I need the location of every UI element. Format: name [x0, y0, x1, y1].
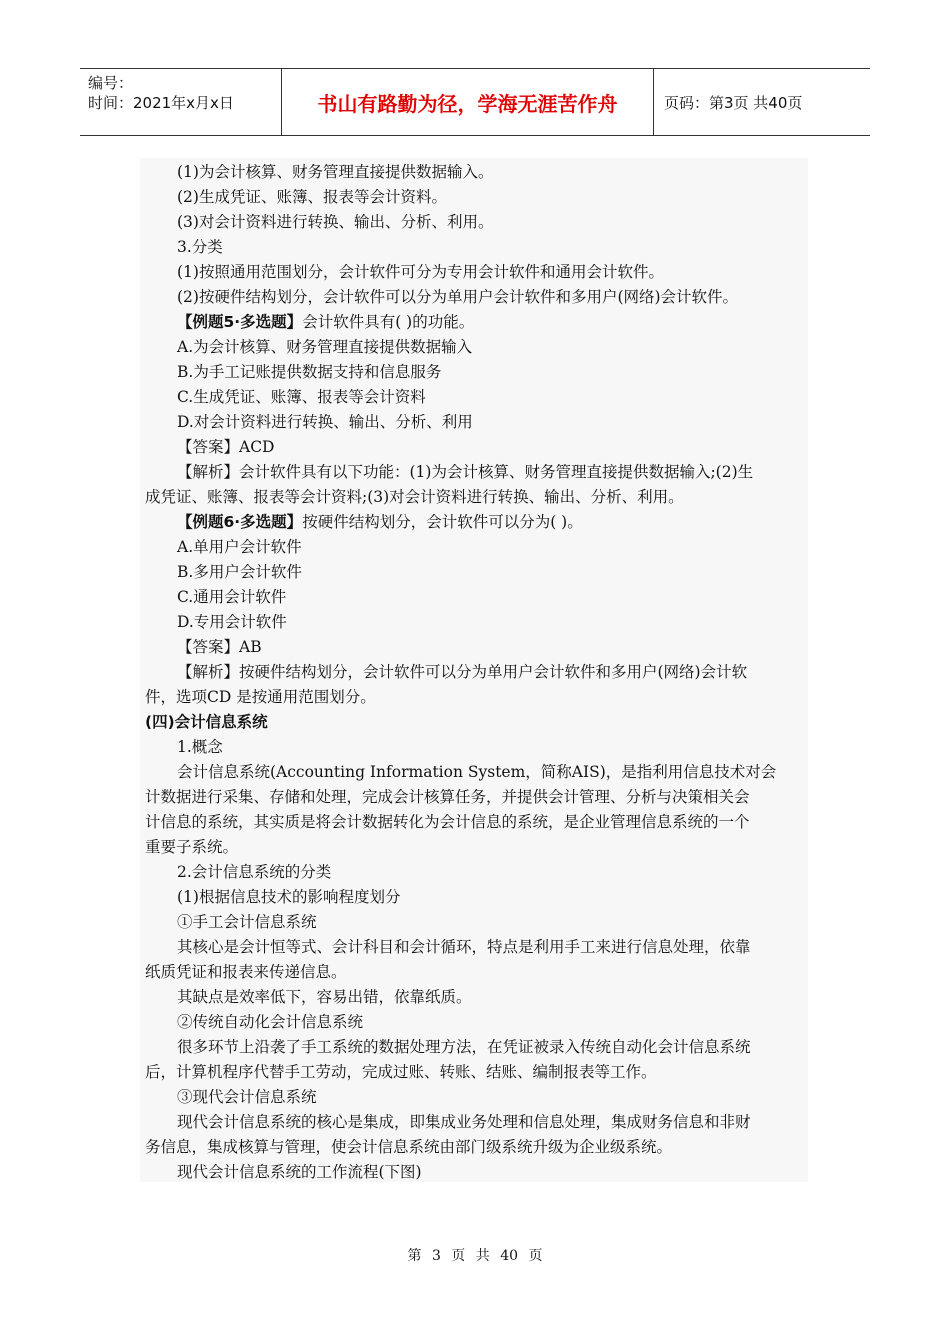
text-line: 件，选项CD 是按通用范围划分。: [145, 688, 376, 706]
text-line: B.多用户会计软件: [177, 563, 302, 581]
page-footer: 第 3 页 共 40 页: [407, 1248, 543, 1264]
text-line: (1)为会计核算、财务管理直接提供数据输入。: [177, 163, 494, 181]
text-line: C.通用会计软件: [177, 588, 287, 606]
text-line: 纸质凭证和报表来传递信息。: [145, 963, 347, 981]
example-6-question: [145, 510, 810, 534]
text-line: 【答案】AB: [177, 638, 262, 656]
text-line: A.单用户会计软件: [177, 538, 302, 556]
text-line: 2.会计信息系统的分类: [177, 863, 332, 881]
text-line: (2)生成凭证、账簿、报表等会计资料。: [177, 188, 447, 206]
text-line: 很多环节上沿袭了手工系统的数据处理方法，在凭证被录入传统自动化会计信息系统: [177, 1038, 751, 1056]
header-number-label: 编号：: [88, 74, 134, 92]
text-line: 后，计算机程序代替手工劳动，完成过账、转账、结账、编制报表等工作。: [145, 1063, 657, 1081]
text-line: A.为会计核算、财务管理直接提供数据输入: [177, 338, 473, 356]
text-line: D.专用会计软件: [177, 613, 287, 631]
text-line: B.为手工记账提供数据支持和信息服务: [177, 363, 442, 381]
text-line: 务信息，集成核算与管理，使会计信息系统由部门级系统升级为企业级系统。: [145, 1138, 673, 1156]
text-line: 计信息的系统，其实质是将会计数据转化为会计信息的系统，是企业管理信息系统的一个: [145, 813, 750, 831]
text-line: D.对会计资料进行转换、输出、分析、利用: [177, 413, 473, 431]
text-line: 其缺点是效率低下，容易出错，依靠纸质。: [177, 988, 472, 1006]
example-6-title: 【例题6·多选题】: [177, 513, 303, 531]
text-line: 现代会计信息系统的核心是集成，即集成业务处理和信息处理，集成财务信息和非财: [177, 1113, 751, 1131]
example-6-text: 按硬件结构划分，会计软件可以分为( )。: [302, 513, 583, 531]
text-line: ③现代会计信息系统: [177, 1088, 317, 1106]
header-date: 时间：2021年x月x日: [88, 94, 234, 112]
example-5-question: [145, 310, 810, 334]
text-line: ②传统自动化会计信息系统: [177, 1013, 364, 1031]
text-line: ①手工会计信息系统: [177, 913, 317, 931]
header-meta: [80, 69, 282, 135]
text-line: 会计信息系统(Accounting Information System，简称AIS)，是指利用信息技术对会: [177, 763, 777, 781]
header-page-info: 页码：第3页 共40页: [664, 93, 803, 112]
text-line: 【答案】ACD: [177, 438, 275, 456]
example-5-title: 【例题5·多选题】: [177, 313, 303, 331]
text-line: 成凭证、账簿、报表等会计资料;(3)对会计资料进行转换、输出、分析、利用。: [145, 488, 684, 506]
text-line: 3.分类: [177, 238, 223, 256]
text-line: 现代会计信息系统的工作流程(下图): [177, 1163, 422, 1181]
text-line: (1)根据信息技术的影响程度划分: [177, 888, 401, 906]
text-line: (2)按硬件结构划分，会计软件可以分为单用户会计软件和多用户(网络)会计软件。: [177, 288, 739, 306]
text-line: 1.概念: [177, 738, 223, 756]
text-line: C.生成凭证、账簿、报表等会计资料: [177, 388, 426, 406]
text-line: 重要子系统。: [145, 838, 239, 856]
text-line: 【解析】会计软件具有以下功能：(1)为会计核算、财务管理直接提供数据输入;(2)生: [177, 463, 754, 481]
text-line: 【解析】按硬件结构划分，会计软件可以分为单用户会计软件和多用户(网络)会计软: [177, 663, 748, 681]
text-line: 计数据进行采集、存储和处理，完成会计核算任务，并提供会计管理、分析与决策相关会: [145, 788, 750, 806]
example-5-text: 会计软件具有( )的功能。: [302, 313, 475, 331]
text-line: 其核心是会计恒等式、会计科目和会计循环，特点是利用手工来进行信息处理，依靠: [177, 938, 751, 956]
section-heading: (四)会计信息系统: [145, 713, 268, 731]
text-line: (1)按照通用范围划分，会计软件可分为专用会计软件和通用会计软件。: [177, 263, 664, 281]
text-line: (3)对会计资料进行转换、输出、分析、利用。: [177, 213, 494, 231]
page-header: [80, 68, 870, 136]
header-motto: 书山有路勤为径，学海无涯苦作舟: [282, 69, 654, 135]
